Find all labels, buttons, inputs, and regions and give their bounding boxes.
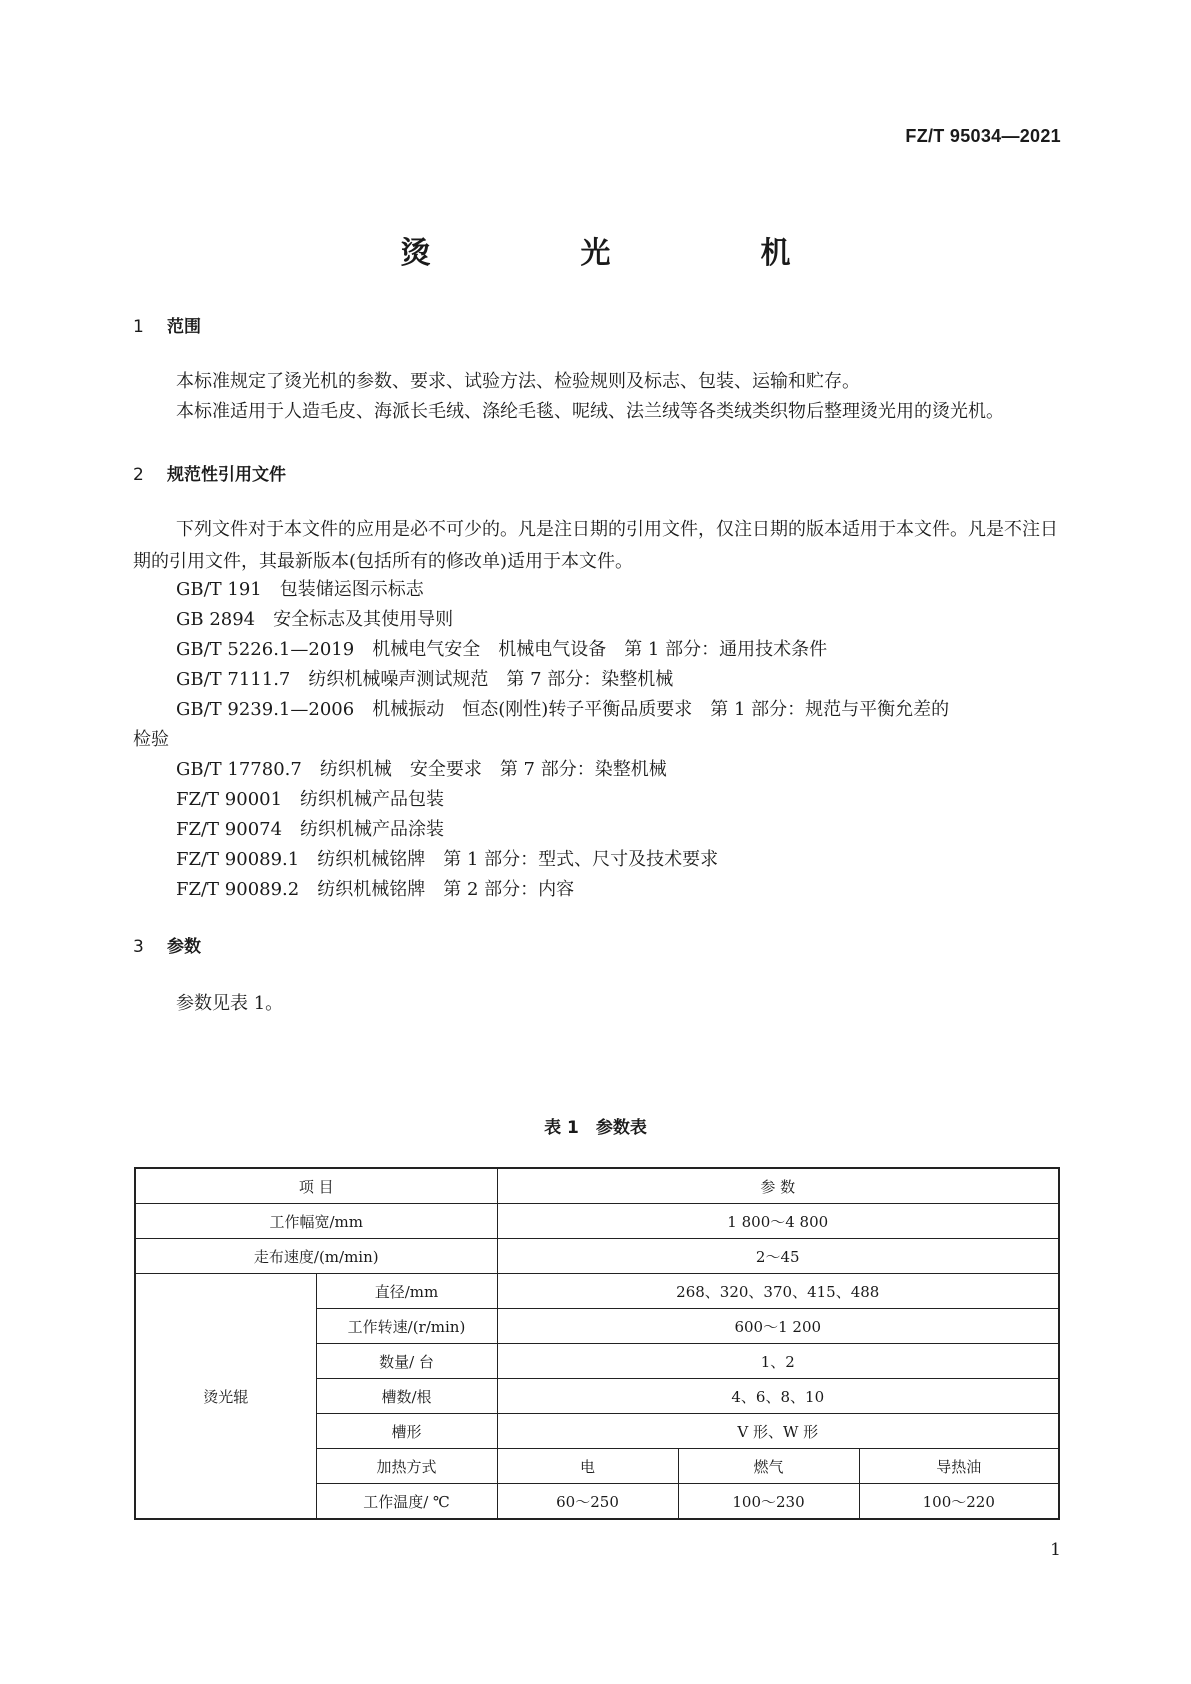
reference-item: GB/T 7111.7 纺织机械噪声测试规范 第 7 部分：染整机械 [176, 669, 674, 690]
row-label: 数量/ 台 [316, 1344, 497, 1379]
header-param: 参 数 [497, 1168, 1059, 1204]
row-value: 100～230 [678, 1484, 859, 1520]
row-label: 走布速度/(m/min) [135, 1239, 497, 1274]
section-number: 2 [133, 465, 144, 485]
row-value: 600～1 200 [497, 1309, 1059, 1344]
section-title: 参数 [167, 937, 201, 957]
row-value: 4、6、8、10 [497, 1379, 1059, 1414]
section-number: 3 [133, 937, 144, 957]
section-1-paragraph-1: 本标准规定了烫光机的参数、要求、试验方法、检验规则及标志、包装、运输和贮存。 [176, 371, 860, 392]
document-code: FZ/T 95034—2021 [905, 126, 1061, 146]
row-value: 2～45 [497, 1239, 1059, 1274]
document-title: 烫 光 机 [400, 236, 851, 271]
row-label: 工作转速/(r/min) [316, 1309, 497, 1344]
table-caption: 表 1 参数表 [544, 1118, 647, 1138]
row-label: 工作温度/ ℃ [316, 1484, 497, 1520]
row-label: 直径/mm [316, 1274, 497, 1309]
section-number: 1 [133, 317, 144, 337]
reference-item: GB/T 9239.1—2006 机械振动 恒态(刚性)转子平衡品质要求 第 1 部分：规范与平衡允差的 [176, 699, 950, 720]
parameter-table [134, 1167, 1060, 1520]
section-title: 范围 [167, 317, 201, 337]
row-value: 导热油 [859, 1449, 1059, 1484]
reference-item: FZ/T 90001 纺织机械产品包装 [176, 789, 445, 810]
section-1-paragraph-2: 本标准适用于人造毛皮、海派长毛绒、涤纶毛毯、呢绒、法兰绒等各类绒类织物后整理烫光用的烫光机。 [176, 401, 1004, 422]
section-3-heading [133, 932, 201, 957]
reference-item: GB/T 191 包装储运图示标志 [176, 579, 424, 600]
row-value: 电 [497, 1449, 678, 1484]
row-value: 60～250 [497, 1484, 678, 1520]
reference-item-continuation: 检验 [133, 729, 169, 750]
section-2-heading [133, 460, 286, 485]
row-value: 100～220 [859, 1484, 1059, 1520]
row-value: 1、2 [497, 1344, 1059, 1379]
table-row [135, 1204, 1059, 1239]
table-header-row [135, 1168, 1059, 1204]
reference-item: FZ/T 90089.2 纺织机械铭牌 第 2 部分：内容 [176, 879, 575, 900]
row-value: 268、320、370、415、488 [497, 1274, 1059, 1309]
reference-item: GB/T 17780.7 纺织机械 安全要求 第 7 部分：染整机械 [176, 759, 667, 780]
row-label: 槽形 [316, 1414, 497, 1449]
reference-item: FZ/T 90089.1 纺织机械铭牌 第 1 部分：型式、尺寸及技术要求 [176, 849, 719, 870]
section-title: 规范性引用文件 [167, 465, 286, 485]
table-row [135, 1274, 1059, 1309]
section-2-intro: 下列文件对于本文件的应用是必不可少的。凡是注日期的引用文件，仅注日期的版本适用于本文件。凡是不注日期的引用文件，其最新版本(包括所有的修改单)适用于本文件。 [133, 519, 1058, 572]
row-label: 工作幅宽/mm [135, 1204, 497, 1239]
row-label: 槽数/根 [316, 1379, 497, 1414]
section-3-text: 参数见表 1。 [176, 993, 284, 1014]
table-row [135, 1239, 1059, 1274]
row-value: 燃气 [678, 1449, 859, 1484]
group-label: 烫光辊 [135, 1274, 316, 1520]
reference-item: FZ/T 90074 纺织机械产品涂装 [176, 819, 445, 840]
header-item: 项 目 [135, 1168, 497, 1204]
reference-item: GB/T 5226.1—2019 机械电气安全 机械电气设备 第 1 部分：通用技术条件 [176, 639, 828, 660]
reference-item: GB 2894 安全标志及其使用导则 [176, 609, 454, 630]
row-value: 1 800～4 800 [497, 1204, 1059, 1239]
row-value: V 形、W 形 [497, 1414, 1059, 1449]
section-1-heading [133, 312, 201, 337]
row-label: 加热方式 [316, 1449, 497, 1484]
page-number: 1 [1050, 1540, 1061, 1560]
